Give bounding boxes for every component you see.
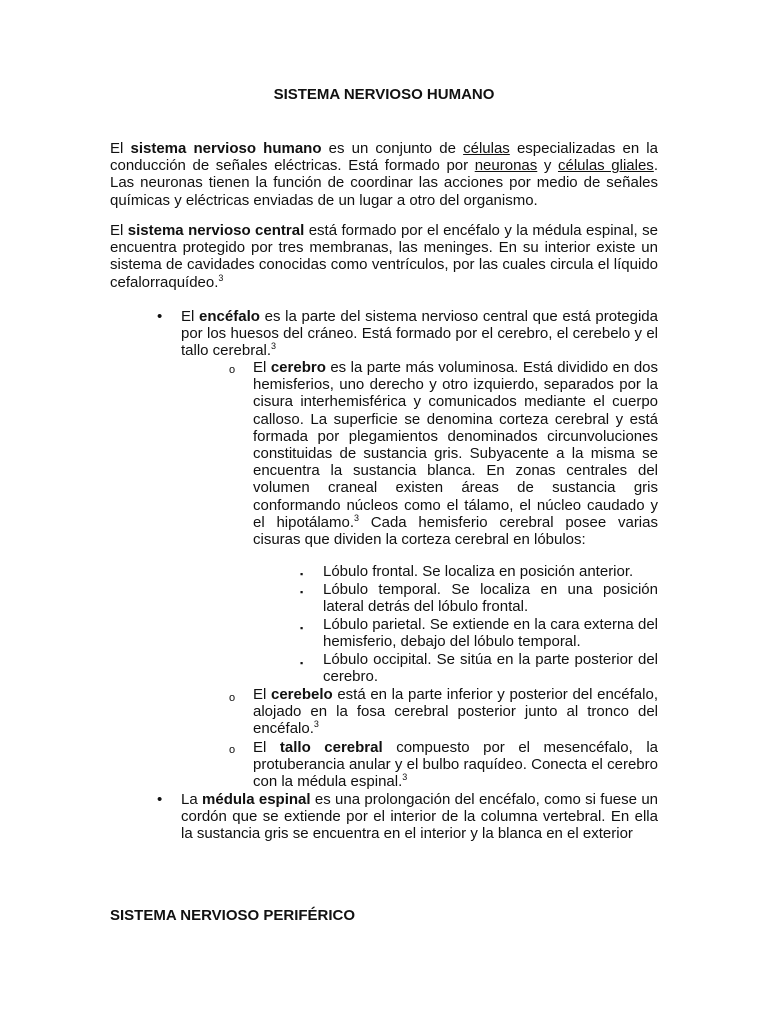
bold-term: sistema nervioso central [127, 222, 305, 239]
list-item-lobulo: Lóbulo occipital. Se sitúa en la parte posterior del cerebro. [323, 651, 658, 686]
bold-term: tallo cerebral [279, 739, 383, 756]
link-celulas-gliales[interactable]: células gliales [557, 157, 654, 175]
bold-term: sistema nervioso humano [130, 140, 322, 157]
bullet-disc: • [157, 791, 163, 808]
list-item-lobulo: Lóbulo parietal. Se extiende en la cara externa del hemisferio, debajo del lóbulo temporal. [323, 616, 658, 651]
document-title: SISTEMA NERVIOSO HUMANO [273, 86, 495, 103]
bold-term: cerebro [270, 359, 326, 376]
text-span: El [110, 140, 131, 157]
text-span: El [181, 308, 200, 325]
bullet-disc: • [157, 308, 163, 325]
text-span: está formado por el encéfalo y la médula espinal, se encuentra protegido por tres membranas, las meninges. En su interior existe un sistema de cavidades conocidas como ventrículos, por las cuales circula el líquido cefalorraquídeo. [110, 222, 658, 291]
text-span: Cada hemisferio cerebral posee varias cisuras que dividen la corteza cerebral en lóbulos: [253, 513, 658, 549]
bold-term: cerebelo [270, 686, 333, 703]
footnote-ref: 3 [218, 272, 224, 283]
text-span: El [253, 359, 271, 376]
footnote-ref: 3 [354, 512, 360, 523]
footnote-ref: 3 [271, 341, 277, 352]
text-span: La [181, 791, 203, 808]
list-item-medula [181, 791, 658, 843]
text-span: compuesto por el mesencéfalo, la protuberancia anular y el bulbo raquídeo. Conecta el cerebro con la médula espinal. [253, 739, 658, 791]
text-span: y [537, 157, 558, 175]
list-item-lobulo: Lóbulo frontal. Se localiza en posición anterior. [323, 563, 634, 580]
bullet-circle: o [229, 744, 236, 756]
text-span: es la parte del sistema nervioso central que está protegida por los huesos del cráneo. Está formado por el cerebro, el cerebelo y el tallo cerebral. [181, 308, 658, 360]
intro-paragraph [110, 140, 658, 209]
footnote-ref: 3 [313, 719, 319, 730]
list-item-cerebelo [253, 686, 658, 738]
bullet-square: ▪ [300, 658, 304, 668]
text-span: . Las neuronas tienen la función de coordinar las acciones por medio de señales químicas y eléctricas enviadas de un lugar a otro del organismo. [110, 157, 658, 209]
bullet-square: ▪ [300, 587, 304, 597]
section-heading-peripheral: SISTEMA NERVIOSO PERIFÉRICO [110, 907, 356, 924]
text-span: El [253, 739, 280, 756]
text-span: es un conjunto de [321, 140, 464, 157]
text-span: es la parte más voluminosa. Está dividido en dos hemisferios, uno derecho y otro izquierdo, separados por la cisura interhemisférica y comunicados mediante el cuerpo calloso. La superficie se denomina corteza cerebral y está formada por plegamientos denominados circunvoluciones constituidas de sustancia gris. Subyacente a la misma se encuentra la sustancia blanca. En zonas centrales del volumen craneal existen áreas de sustancia gris conformando núcleos como el tálamo, el núcleo caudado y el hipotálamo. [253, 359, 658, 531]
bullet-circle: o [229, 364, 236, 376]
list-item-lobulo: Lóbulo temporal. Se localiza en una posición lateral detrás del lóbulo frontal. [323, 581, 658, 616]
text-span: es una prolongación del encéfalo, como si fuese un cordón que se extiende por el interior de la columna vertebral. En ella la sustancia gris se encuentra en el interior y la blanca en el exterior [181, 791, 659, 843]
central-nervous-paragraph [110, 222, 658, 291]
link-celulas[interactable]: células [463, 140, 510, 157]
bullet-square: ▪ [300, 569, 304, 579]
bold-term: encéfalo [199, 308, 260, 325]
list-item-encefalo [181, 308, 658, 360]
text-span: especializadas en la conducción de señales eléctricas. Está formado por [110, 140, 658, 175]
bullet-circle: o [229, 692, 236, 704]
text-span: El [253, 686, 271, 703]
footnote-ref: 3 [402, 772, 408, 783]
list-item-tallo [253, 739, 658, 791]
list-item-cerebro [253, 359, 658, 548]
link-neuronas[interactable]: neuronas [474, 157, 538, 175]
text-span: El [110, 222, 128, 239]
bold-term: médula espinal [202, 791, 311, 808]
text-span: está en la parte inferior y posterior del encéfalo, alojado en la fosa cerebral posterior junto al tronco del encéfalo. [253, 686, 658, 738]
bullet-square: ▪ [300, 623, 304, 633]
